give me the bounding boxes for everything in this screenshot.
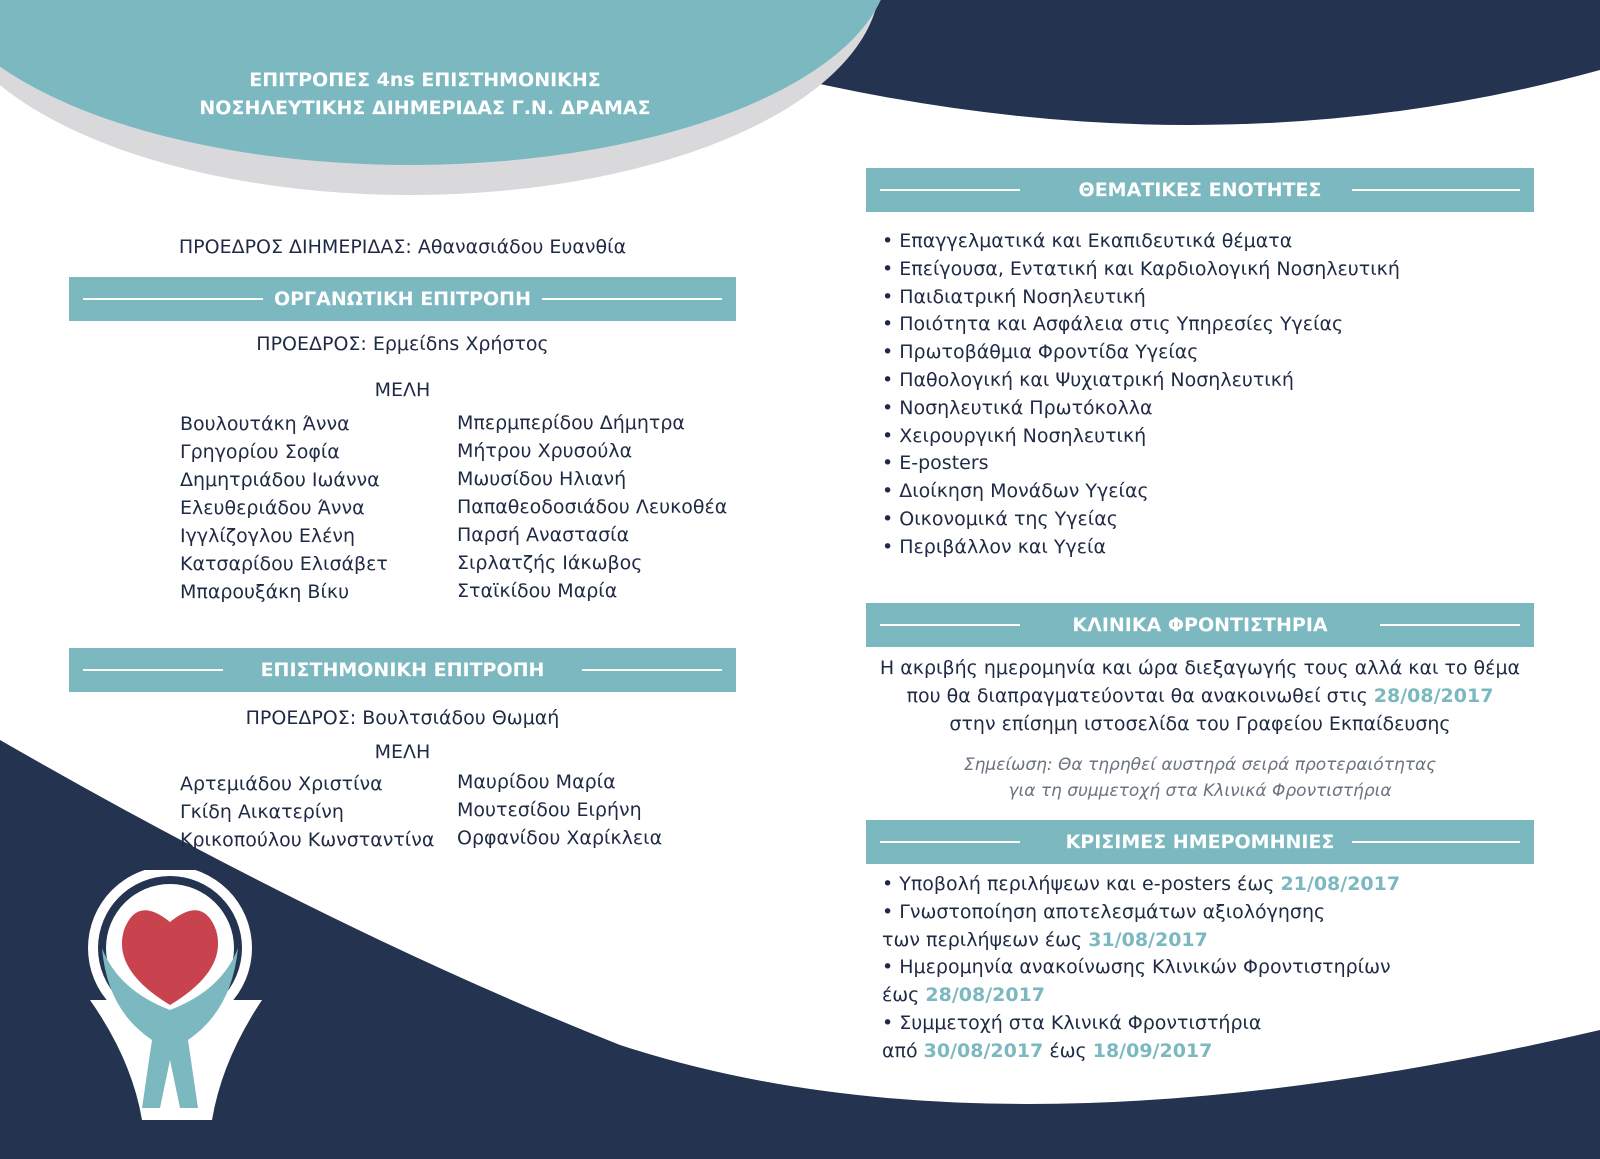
scientific-committee-title: ΕΠΙΣΤΗΜΟΝΙΚΗ ΕΠΙΤΡΟΠΗ [260,659,545,681]
workshops-header [866,603,1534,647]
workshops-line-3: στην επίσημη ιστοσελίδα του Γραφείου Εκπαίδευσης [949,713,1451,735]
scientific-president-name: Βουλτσιάδου Θωμαή [362,707,560,729]
key-date-text: • Γνωστοποίηση αποτελεσμάτων αξιολόγησης [882,900,1326,923]
member-name: Γρηγορίου Σοφία [180,441,340,463]
list-item: • Περιβάλλον και Υγεία [882,535,1106,558]
key-date-value: 18/09/2017 [1092,1039,1213,1062]
themes-title: ΘΕΜΑΤΙΚΕΣ ΕΝΟΤΗΤΕΣ [1078,179,1322,201]
organizing-president-name: Ερμείδns Χρήστος [372,333,549,355]
scientific-members-heading: ΜΕΛΗ [374,741,431,763]
organizing-members-left [180,410,388,606]
key-dates-title: ΚΡΙΣΙΜΕΣ ΗΜΕΡΟΜΗΝΙΕΣ [1065,831,1335,853]
conference-president [69,234,736,261]
organizing-president-label: ΠΡΟΕΔΡΟΣ: [256,333,367,355]
workshops-title: ΚΛΙΝΙΚΑ ΦΡΟΝΤΙΣΤΗΡΙΑ [1072,614,1328,636]
member-name: Γκίδη Αικατερίνη [180,801,344,823]
workshops-line-2 [866,683,1534,710]
key-date-text: • Υποβολή περιλήψεων και e-posters έως [882,873,1275,895]
list-item: • Επείγουσα, Εντατική και Καρδιολογική Νοσηλευτική [882,257,1400,280]
organizing-members-heading: ΜΕΛΗ [374,379,431,401]
member-name: Βουλουτάκη Άννα [180,413,350,435]
list-item [882,871,1400,899]
key-date-text: έως [882,984,920,1007]
member-name: Μπερμπερίδου Δήμητρα [457,412,685,434]
top-navy-shape [760,0,1600,125]
header-title-line-1: ΕΠΙΤΡΟΠΕΣ 4ns ΕΠΙΣΤΗΜΟΝΙΚΗΣ [249,69,601,91]
scientific-committee-header [69,648,736,692]
heart-hands-icon [82,870,264,1120]
scientific-members-left [180,770,434,854]
key-date-text: έως [1049,1039,1087,1062]
list-item [882,1038,1400,1066]
member-name: Μουτεσίδου Ειρήνη [457,799,642,821]
member-name: Σιρλατζής Ιάκωβος [457,552,643,574]
organizing-committee-title: ΟΡΓΑΝΩΤΙΚΗ ΕΠΙΤΡΟΠΗ [273,288,531,310]
workshops-announcement-date: 28/08/2017 [1373,685,1494,707]
workshops-line-1: Η ακριβής ημερομηνία και ώρα διεξαγωγής τους αλλά και το θέμα [879,657,1521,679]
themes-header [866,168,1534,212]
scientific-president-label: ΠΡΟΕΔΡΟΣ: [245,707,357,729]
list-item: • Διοίκηση Μονάδων Υγείας [882,480,1149,503]
conference-president-label: ΠΡΟΕΔΡΟΣ ΔΙΗΜΕΡΙΔΑΣ: [178,236,412,258]
member-name: Κατσαρίδου Ελισάβετ [180,553,388,575]
member-name: Ελευθεριάδου Άννα [180,497,365,519]
workshops-line-2-text: που θα διαπραγματεύονται θα ανακοινωθεί στις [906,685,1368,707]
organizing-committee-president [69,331,736,358]
member-name: Μπαρουξάκη Βίκυ [180,581,350,603]
member-name: Ορφανίδου Χαρίκλεια [457,827,663,849]
header-title-line-2: ΝΟΣΗΛΕΥΤΙΚΗΣ ΔΙΗΜΕΡΙΔΑΣ Γ.Ν. ΔΡΑΜΑΣ [199,97,651,119]
organizing-members-right [457,409,727,605]
list-item [882,927,1400,955]
list-item: • Νοσηλευτικά Πρωτόκολλα [882,396,1153,419]
key-date-text: • Ημερομηνία ανακοίνωσης Κλινικών Φροντιστηρίων [882,956,1391,979]
key-date-value: 21/08/2017 [1280,873,1401,895]
key-date-text: των περιλήψεων έως [882,928,1083,951]
key-date-text: από [882,1039,918,1062]
workshops-note-1: Σημείωση: Θα τηρηθεί αυστηρά σειρά προτεραιότητας [963,755,1437,775]
member-name: Μήτρου Χρυσούλα [457,440,633,462]
list-item [882,1010,1400,1038]
list-item: • Ποιότητα και Ασφάλεια στις Υπηρεσίες Υγείας [882,313,1344,336]
member-name: Ιγγλίζογλου Ελένη [180,525,356,547]
organizing-committee-header [69,277,736,321]
list-item [882,899,1400,927]
key-dates-list [882,871,1400,1066]
header-title [180,66,670,122]
member-name: Μαυρίδου Μαρία [457,771,616,793]
key-dates-header [866,820,1534,864]
list-item: • E-posters [882,452,989,475]
member-name: Αρτεμιάδου Χριστίνα [180,773,383,795]
list-item [882,982,1400,1010]
list-item: • Χειρουργική Νοσηλευτική [882,424,1147,447]
list-item: • Παθολογική και Ψυχιατρική Νοσηλευτική [882,368,1294,391]
key-date-value: 28/08/2017 [925,984,1046,1007]
key-date-value: 31/08/2017 [1088,928,1208,951]
themes-list [882,228,1400,562]
scientific-members-right [457,768,662,852]
list-item [882,954,1400,982]
member-name: Σταϊκίδου Μαρία [457,580,618,602]
conference-president-name: Αθανασιάδου Ευανθία [417,236,627,258]
list-item: • Επαγγελματικά και Εκαπιδευτικά θέματα [882,230,1293,252]
list-item: • Παιδιατρική Νοσηλευτική [882,285,1146,308]
member-name: Παρσή Αναστασία [457,524,630,546]
member-name: Δημητριάδου Ιωάννα [180,469,380,491]
member-name: Κρικοπούλου Κωνσταντίνα [180,829,435,851]
list-item: • Οικονομικά της Υγείας [882,507,1118,530]
key-date-value: 30/08/2017 [923,1039,1044,1062]
member-name: Μωυσίδου Ηλιανή [457,468,627,490]
workshops-note-2: για τη συμμετοχή στα Κλινικά Φροντιστήρια [1008,781,1392,801]
member-name: Παπαθεοδοσιάδου Λευκοθέα [457,496,728,518]
scientific-committee-president [69,705,736,732]
key-date-text: • Συμμετοχή στα Κλινικά Φροντιστήρια [882,1011,1262,1034]
list-item: • Πρωτοβάθμια Φροντίδα Υγείας [882,341,1199,364]
